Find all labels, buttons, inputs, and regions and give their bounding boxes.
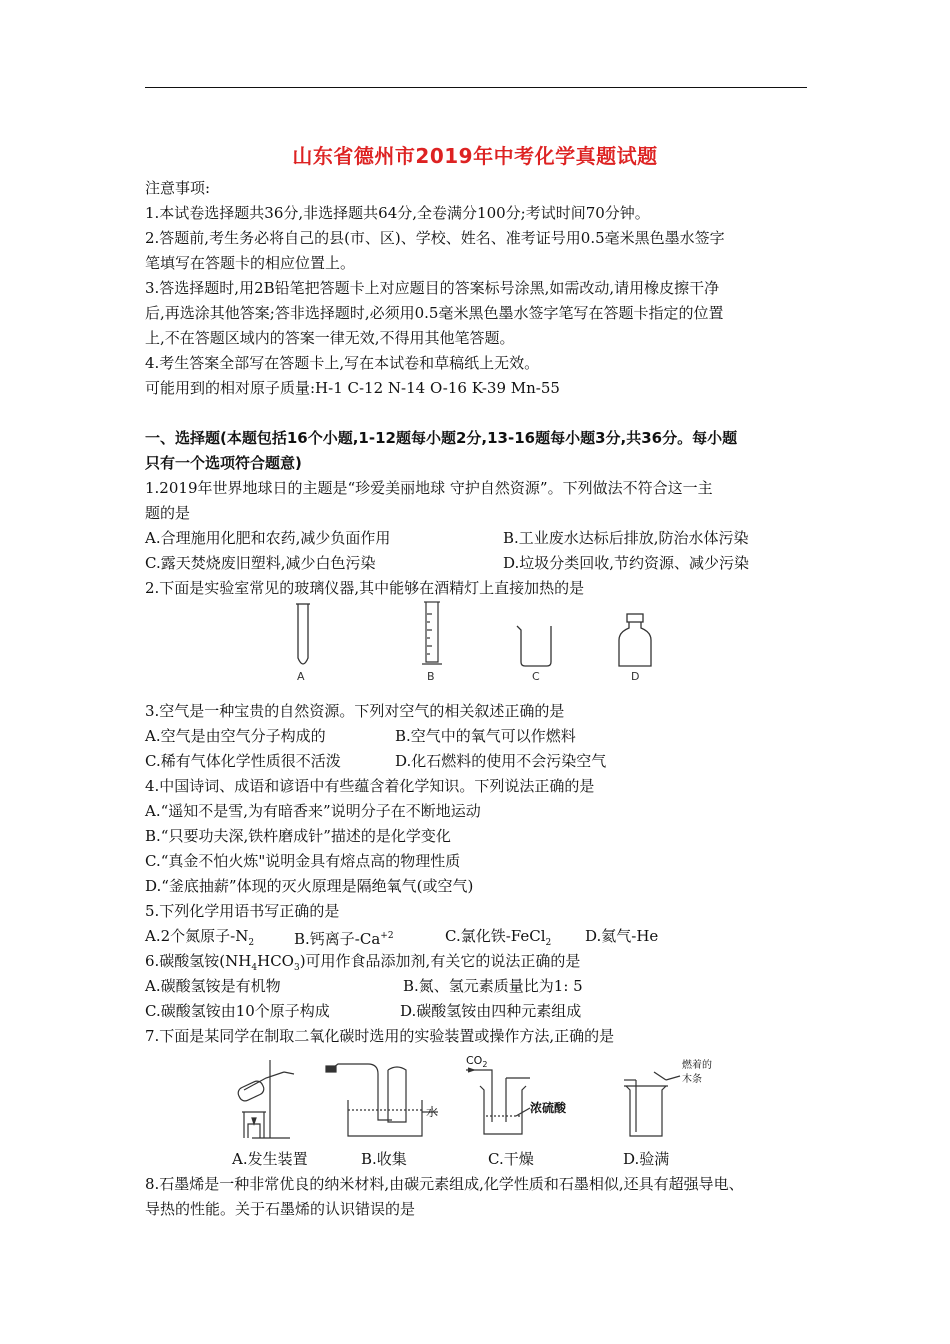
q4-option-c: C.“真金不怕火炼"说明金具有熔点高的物理性质: [145, 852, 461, 870]
q5-stem: 5.下列化学用语书写正确的是: [145, 902, 340, 920]
wood-label-1: 燃着的: [682, 1060, 712, 1071]
q5-option-c: C.氯化铁-FeCl$_2$: [445, 927, 552, 948]
q3-option-c: C.稀有气体化学性质很不活泼: [145, 752, 341, 770]
co2-label: $CO_2$: [466, 1054, 488, 1069]
water-label: 水: [426, 1105, 439, 1119]
q6-option-c: C.碳酸氢铵由10个原子构成: [145, 1002, 330, 1020]
collection-apparatus-icon: [326, 1064, 438, 1136]
q4-option-d: D.“釜底抽薪”体现的灭火原理是隔绝氧气(或空气): [145, 877, 474, 895]
acid-label: 浓硫酸: [530, 1101, 567, 1115]
q1-option-a: A.合理施用化肥和农药,减少负面作用: [145, 529, 391, 547]
note-2b: 笔填写在答题卡的相应位置上。: [145, 254, 356, 272]
note-2a: 2.答题前,考生务必将自己的县(市、区)、学校、姓名、准考证号用0.5毫米黑色墨水签字: [145, 229, 725, 247]
q4-option-b: B.“只要功夫深,铁杵磨成针”描述的是化学变化: [145, 827, 451, 845]
notes-heading: 注意事项:: [145, 179, 211, 197]
q3-stem: 3.空气是一种宝贵的自然资源。下列对空气的相关叙述正确的是: [145, 702, 565, 720]
q1-stem-2: 题的是: [145, 504, 191, 522]
q6-stem: 6.碳酸氢铵$(NH_4HCO_3)$可用作食品添加剂,有关它的说法正确的是: [145, 952, 581, 973]
drying-apparatus-icon: [466, 1068, 530, 1134]
note-4: 4.考生答案全部写在答题卡上,写在本试卷和草稿纸上无效。: [145, 354, 540, 372]
q3-option-a: A.空气是由空气分子构成的: [145, 727, 326, 745]
beaker-icon: [517, 626, 551, 666]
q2-label-a: A: [297, 670, 305, 683]
note-1: 1.本试卷选择题共36分,非选择题共64分,全卷满分100分;考试时间70分钟。: [145, 204, 650, 222]
q1-stem-1: 1.2019年世界地球日的主题是“珍爱美丽地球 守护自然资源”。下列做法不符合这一主: [145, 479, 713, 497]
q5-option-a: A.2个氮原子$-N_2$: [145, 927, 255, 948]
q2-glassware-figure: [285, 600, 665, 688]
header-rule: [145, 87, 807, 88]
q2-label-d: D: [631, 670, 640, 683]
section-heading-2: 只有一个选项符合题意): [145, 454, 302, 472]
q3-option-d: D.化石燃料的使用不会污染空气: [395, 752, 607, 770]
q7-option-b: B.收集: [361, 1150, 407, 1168]
q5-option-d: D.氦气-He: [585, 927, 659, 945]
q2-label-b: B: [427, 670, 435, 683]
q6-option-d: D.碳酸氢铵由四种元素组成: [400, 1002, 582, 1020]
reagent-bottle-icon: [619, 614, 651, 666]
q2-stem: 2.下面是实验室常见的玻璃仪器,其中能够在酒精灯上直接加热的是: [145, 579, 585, 597]
section-heading-1: 一、选择题(本题包括16个小题,1-12题每小题2分,13-16题每小题3分,共36分。每小题: [145, 429, 738, 447]
test-tube-icon: [296, 604, 310, 664]
q6-option-b: B.氮、氢元素质量比为1: 5: [403, 977, 583, 995]
atomic-masses: 可能用到的相对原子质量:H-1 C-12 N-14 O-16 K-39 Mn-55: [145, 379, 560, 397]
q3-option-b: B.空气中的氧气可以作燃料: [395, 727, 576, 745]
q8-stem-2: 导热的性能。关于石墨烯的认识错误的是: [145, 1200, 416, 1218]
generation-apparatus-icon: [236, 1060, 294, 1138]
q1-option-b: B.工业废水达标后排放,防治水体污染: [503, 529, 749, 547]
graduated-cylinder-icon: [422, 602, 442, 664]
q7-option-a: A.发生装置: [232, 1150, 308, 1168]
q4-stem: 4.中国诗词、成语和谚语中有些蕴含着化学知识。下列说法正确的是: [145, 777, 595, 795]
q7-stem: 7.下面是某同学在制取二氧化碳时选用的实验装置或操作方法,正确的是: [145, 1027, 615, 1045]
q1-option-d: D.垃圾分类回收,节约资源、减少污染: [503, 554, 750, 572]
q6-option-a: A.碳酸氢铵是有机物: [145, 977, 281, 995]
page-title: 山东省德州市2019年中考化学真题试题: [292, 144, 658, 168]
q7-option-c: C.干燥: [488, 1150, 534, 1168]
q7-option-d: D.验满: [623, 1150, 670, 1168]
note-3a: 3.答选择题时,用2B铅笔把答题卡上对应题目的答案标号涂黑,如需改动,请用橡皮擦干净: [145, 279, 720, 297]
q5-option-b: B.钙离子$-Ca^{+2}$: [294, 930, 394, 948]
note-3b: 后,再选涂其他答案;答非选择题时,必须用0.5毫米黑色墨水签字笔写在答题卡指定的位置: [145, 304, 724, 322]
q8-stem-1: 8.石墨烯是一种非常优良的纳米材料,由碳元素组成,化学性质和石墨相似,还具有超强导电、: [145, 1175, 744, 1193]
check-full-apparatus-icon: [624, 1072, 680, 1136]
note-3c: 上,不在答题区域内的答案一律无效,不得用其他笔答题。: [145, 329, 515, 347]
wood-label-2: 木条: [682, 1074, 702, 1085]
q4-option-a: A.“遥知不是雪,为有暗香来”说明分子在不断地运动: [145, 802, 481, 820]
q7-apparatus-figure: [230, 1050, 730, 1145]
q2-label-c: C: [532, 670, 540, 683]
q1-option-c: C.露天焚烧废旧塑料,减少白色污染: [145, 554, 376, 572]
